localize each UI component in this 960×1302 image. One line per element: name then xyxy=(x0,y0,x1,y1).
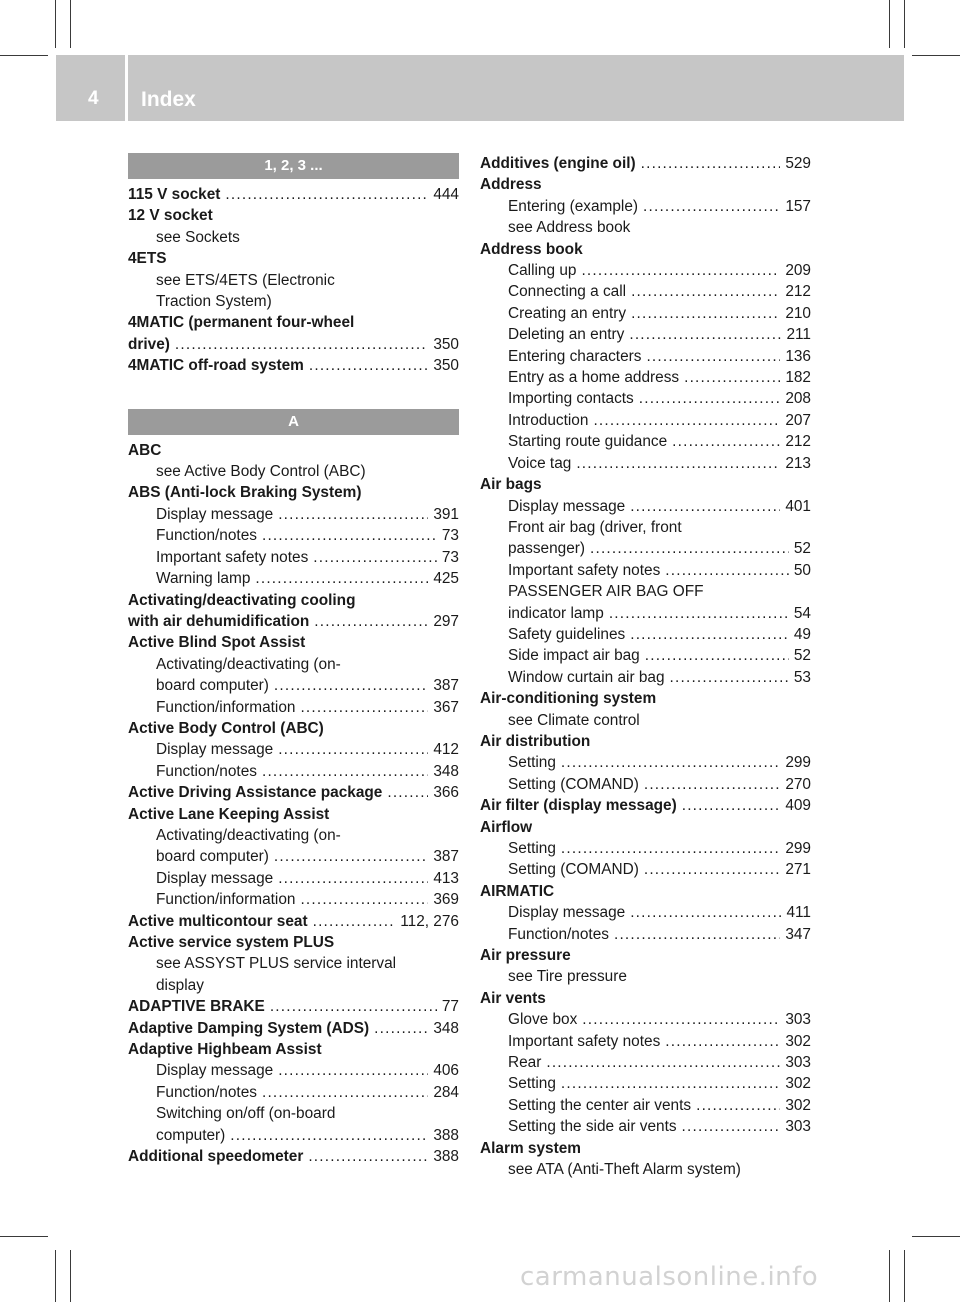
crop-mark-bottom-right-h xyxy=(912,1236,960,1237)
dot-leader xyxy=(262,525,437,546)
index-subentry xyxy=(480,902,811,923)
crop-mark-top-left-h xyxy=(0,55,48,56)
entry-label: board computer) xyxy=(156,848,269,866)
index-subentry xyxy=(480,453,811,474)
entry-label: Function/information xyxy=(156,698,296,716)
page-reference[interactable]: 212 xyxy=(785,283,811,301)
crop-mark-bottom-right-v xyxy=(904,1250,905,1302)
index-subentry xyxy=(480,281,811,302)
index-subentry xyxy=(128,504,459,525)
index-subentry xyxy=(480,667,811,688)
page-reference[interactable]: 412 xyxy=(433,741,459,759)
crop-mark-bottom-left-v2 xyxy=(70,1250,71,1302)
index-entry xyxy=(128,184,459,205)
dot-leader xyxy=(561,752,780,773)
dot-leader xyxy=(274,675,428,696)
index-subentry xyxy=(128,547,459,568)
index-subentry xyxy=(128,675,459,696)
entry-label: Display message xyxy=(156,869,274,887)
entry-label: board computer) xyxy=(156,677,269,695)
index-subentry-text: see Tire pressure xyxy=(508,968,627,986)
index-column-right xyxy=(480,153,811,1181)
index-subentry xyxy=(480,603,811,624)
index-heading: Address book xyxy=(480,240,583,258)
page-reference[interactable]: 350 xyxy=(433,335,459,353)
entry-label: Display message xyxy=(508,904,626,922)
index-subentry xyxy=(480,1052,811,1073)
index-subentry xyxy=(128,697,459,718)
dot-leader xyxy=(313,911,396,932)
page-reference[interactable]: 369 xyxy=(433,891,459,909)
page-reference[interactable]: 366 xyxy=(433,784,459,802)
page-reference[interactable]: 77 xyxy=(441,998,459,1016)
index-entry xyxy=(128,1146,459,1167)
index-subentry-text: Activating/deactivating (on- xyxy=(156,826,341,844)
page-reference[interactable]: 302 xyxy=(785,1032,811,1050)
index-subentry xyxy=(480,410,811,431)
dot-leader xyxy=(300,889,428,910)
page-reference[interactable]: 303 xyxy=(785,1054,811,1072)
page-reference[interactable]: 348 xyxy=(433,762,459,780)
entry-label: Function/information xyxy=(156,891,296,909)
dot-leader xyxy=(561,1073,780,1094)
entry-label: Display message xyxy=(508,497,626,515)
dot-leader xyxy=(614,924,780,945)
dot-leader xyxy=(546,1052,780,1073)
dot-leader xyxy=(300,697,428,718)
entry-label: Rear xyxy=(508,1054,542,1072)
dot-leader xyxy=(374,1018,428,1039)
dot-leader xyxy=(314,611,428,632)
index-subentry-text: see ASSYST PLUS service interval xyxy=(156,955,397,973)
index-heading: Adaptive Highbeam Assist xyxy=(128,1041,322,1059)
entry-label: Setting xyxy=(508,1075,556,1093)
page-title: Index xyxy=(141,88,196,111)
dot-leader xyxy=(644,774,780,795)
page-reference[interactable]: 52 xyxy=(793,540,811,558)
page-reference[interactable]: 208 xyxy=(785,390,811,408)
index-subentry xyxy=(128,761,459,782)
dot-leader xyxy=(175,334,428,355)
index-subentry-text: PASSENGER AIR BAG OFF xyxy=(508,583,704,601)
entry-label: Setting xyxy=(508,840,556,857)
entry-label: Display message xyxy=(156,505,274,523)
entry-label: passenger) xyxy=(508,540,585,558)
index-entry xyxy=(128,1018,459,1039)
dot-leader xyxy=(309,355,428,376)
page-reference[interactable]: 387 xyxy=(433,848,459,866)
page-reference[interactable]: 73 xyxy=(441,527,459,545)
page-reference[interactable]: 303 xyxy=(785,1118,811,1136)
dot-leader xyxy=(639,388,781,409)
index-subentry xyxy=(480,859,811,880)
entry-label: Active Driving Assistance package xyxy=(128,784,383,802)
index-subentry-text: see Climate control xyxy=(508,711,640,729)
index-heading: Air bags xyxy=(480,476,542,494)
dot-leader xyxy=(230,1125,428,1146)
entry-label: Function/notes xyxy=(156,762,257,780)
crop-mark-top-right-h xyxy=(912,55,960,56)
dot-leader xyxy=(278,504,428,525)
dot-leader xyxy=(278,1060,428,1081)
entry-label: indicator lamp xyxy=(508,604,604,622)
crop-mark-bottom-right-v2 xyxy=(889,1250,890,1302)
index-entry xyxy=(128,355,459,376)
entry-label: Display message xyxy=(156,741,274,759)
dot-leader xyxy=(582,1009,780,1030)
index-subentry-text: Traction System) xyxy=(156,293,272,311)
crop-mark-top-left-v2 xyxy=(70,0,71,48)
dot-leader xyxy=(641,153,781,174)
entry-label: with air dehumidification xyxy=(128,612,310,630)
page-reference[interactable]: 213 xyxy=(785,454,811,472)
entry-label: Important safety notes xyxy=(508,1032,661,1050)
index-subentry xyxy=(480,346,811,367)
dot-leader xyxy=(308,1146,428,1167)
index-subentry-text: Activating/deactivating (on- xyxy=(156,655,341,673)
dot-leader xyxy=(665,560,789,581)
page-reference[interactable]: 388 xyxy=(433,1126,459,1144)
page-reference[interactable]: 50 xyxy=(793,561,811,579)
crop-mark-top-left-v xyxy=(55,0,56,48)
index-subentry xyxy=(128,1060,459,1081)
entry-label: Setting the side air vents xyxy=(508,1118,677,1136)
entry-label: Setting the center air vents xyxy=(508,1096,692,1114)
index-subentry-text: see ETS/4ETS (Electronic xyxy=(156,271,335,289)
page-reference[interactable]: 271 xyxy=(785,861,811,879)
entry-label: Entering (example) xyxy=(508,197,639,215)
index-subentry xyxy=(480,367,811,388)
index-heading: Airflow xyxy=(480,818,533,836)
dot-leader xyxy=(278,868,428,889)
dot-leader xyxy=(696,1095,780,1116)
entry-label: Additional speedometer xyxy=(128,1148,304,1166)
entry-label: Voice tag xyxy=(508,454,572,472)
index-subentry xyxy=(480,388,811,409)
index-entry xyxy=(128,782,459,803)
index-subentry xyxy=(480,538,811,559)
entry-label: 115 V socket xyxy=(128,186,221,203)
dot-leader xyxy=(270,996,437,1017)
page-reference[interactable]: 157 xyxy=(785,197,811,215)
index-entry xyxy=(480,795,811,816)
entry-label: Side impact air bag xyxy=(508,647,640,665)
index-subentry xyxy=(480,838,811,859)
entry-label: Important safety notes xyxy=(508,561,661,579)
page-reference[interactable]: 348 xyxy=(433,1019,459,1037)
entry-label: Setting (COMAND) xyxy=(508,775,639,793)
index-entry xyxy=(480,153,811,174)
page-reference[interactable]: 444 xyxy=(433,186,459,203)
dot-leader xyxy=(561,838,780,859)
dot-leader xyxy=(630,624,789,645)
page-reference[interactable]: 411 xyxy=(786,904,811,922)
page-reference[interactable]: 299 xyxy=(785,754,811,772)
dot-leader xyxy=(631,281,780,302)
index-entry xyxy=(128,334,459,355)
page-reference[interactable]: 350 xyxy=(433,357,459,375)
index-heading: ABC xyxy=(128,441,162,459)
entry-label: Starting route guidance xyxy=(508,433,668,451)
entry-label: Additives (engine oil) xyxy=(480,155,636,172)
dot-leader xyxy=(643,196,780,217)
dot-leader xyxy=(274,846,428,867)
page-reference[interactable]: 73 xyxy=(441,548,459,566)
entry-label: Function/notes xyxy=(156,1083,257,1101)
dot-leader xyxy=(684,367,780,388)
index-heading: AIRMATIC xyxy=(480,882,555,900)
page-reference[interactable]: 367 xyxy=(433,698,459,716)
page-reference[interactable]: 212 xyxy=(785,433,811,451)
dot-leader xyxy=(576,453,780,474)
index-subentry xyxy=(128,525,459,546)
index-heading: Air-conditioning system xyxy=(480,690,657,708)
dot-leader xyxy=(609,603,789,624)
index-subentry xyxy=(128,568,459,589)
crop-mark-bottom-left-v xyxy=(55,1250,56,1302)
page-reference[interactable]: 49 xyxy=(793,625,811,643)
entry-label: computer) xyxy=(156,1126,226,1144)
dot-leader xyxy=(665,1031,780,1052)
index-subentry xyxy=(480,303,811,324)
dot-leader xyxy=(630,496,780,517)
index-subentry xyxy=(480,774,811,795)
page-reference[interactable]: 413 xyxy=(433,869,459,887)
dot-leader xyxy=(670,667,789,688)
index-subentry xyxy=(480,496,811,517)
page-number: 4 xyxy=(88,88,99,109)
header-separator xyxy=(125,55,128,121)
page-reference[interactable]: 302 xyxy=(785,1096,811,1114)
entry-label: Display message xyxy=(156,1062,274,1080)
index-subentry xyxy=(128,1125,459,1146)
dot-leader xyxy=(629,324,781,345)
index-subentry xyxy=(480,560,811,581)
page-reference[interactable]: 302 xyxy=(785,1075,811,1093)
entry-label: Creating an entry xyxy=(508,304,627,322)
dot-leader xyxy=(225,184,428,205)
section-header: A xyxy=(128,409,459,435)
index-heading: Active Lane Keeping Assist xyxy=(128,805,330,823)
index-heading: 12 V socket xyxy=(128,207,213,225)
entry-label: Function/notes xyxy=(156,527,257,545)
page-reference[interactable]: 401 xyxy=(785,497,811,515)
index-entry xyxy=(128,996,459,1017)
dot-leader xyxy=(262,1082,428,1103)
page-reference[interactable]: 529 xyxy=(785,155,811,172)
dot-leader xyxy=(682,1116,781,1137)
page-reference[interactable]: 136 xyxy=(785,347,811,365)
page-reference[interactable]: 53 xyxy=(793,668,811,686)
page-reference[interactable]: 303 xyxy=(785,1011,811,1029)
page-reference[interactable]: 209 xyxy=(785,262,811,280)
index-subentry-text: display xyxy=(156,976,204,994)
page-reference[interactable]: 388 xyxy=(433,1148,459,1166)
dot-leader xyxy=(646,346,780,367)
index-subentry-text: Switching on/off (on-board xyxy=(156,1105,336,1123)
entry-label: ADAPTIVE BRAKE xyxy=(128,998,265,1016)
index-subentry-text: see Address book xyxy=(508,219,631,237)
entry-label: Active multicontour seat xyxy=(128,912,308,930)
entry-label: Warning lamp xyxy=(156,570,251,588)
dot-leader xyxy=(590,538,789,559)
dot-leader xyxy=(313,547,437,568)
index-heading: Active service system PLUS xyxy=(128,934,335,951)
dot-leader xyxy=(255,568,428,589)
page-reference[interactable]: 299 xyxy=(785,840,811,857)
dot-leader xyxy=(644,859,780,880)
page-reference[interactable]: 210 xyxy=(785,304,811,322)
index-subentry xyxy=(480,1095,811,1116)
dot-leader xyxy=(262,761,428,782)
entry-label: Connecting a call xyxy=(508,283,627,301)
page-reference[interactable]: 406 xyxy=(433,1062,459,1080)
index-heading: ABS (Anti-lock Braking System) xyxy=(128,484,362,502)
index-subentry xyxy=(480,645,811,666)
entry-label: Calling up xyxy=(508,262,577,280)
index-subentry-text: see ATA (Anti-Theft Alarm system) xyxy=(508,1161,741,1179)
index-heading: Air distribution xyxy=(480,732,591,750)
dot-leader xyxy=(278,739,428,760)
page-reference[interactable]: 284 xyxy=(433,1083,459,1101)
page-reference[interactable]: 297 xyxy=(433,612,459,630)
page-reference[interactable]: 112, 276 xyxy=(400,912,459,930)
index-subentry xyxy=(480,924,811,945)
dot-leader xyxy=(682,795,781,816)
entry-label: Entry as a home address xyxy=(508,369,680,387)
entry-label: Function/notes xyxy=(508,925,609,943)
dot-leader xyxy=(387,782,428,803)
index-subentry xyxy=(480,752,811,773)
entry-label: Glove box xyxy=(508,1011,578,1029)
entry-label: Entering characters xyxy=(508,347,642,365)
index-heading: 4MATIC (permanent four-wheel xyxy=(128,314,355,332)
entry-label: Important safety notes xyxy=(156,548,309,566)
index-heading: Active Blind Spot Assist xyxy=(128,634,306,652)
index-subentry xyxy=(480,1073,811,1094)
page-reference[interactable]: 347 xyxy=(785,925,811,943)
index-column-left xyxy=(128,153,459,1167)
crop-mark-bottom-left-h xyxy=(0,1236,48,1237)
dot-leader xyxy=(630,902,781,923)
index-subentry xyxy=(128,1082,459,1103)
page-reference[interactable]: 409 xyxy=(785,797,811,815)
entry-label: Setting (COMAND) xyxy=(508,861,639,879)
index-subentry xyxy=(128,739,459,760)
entry-label: Importing contacts xyxy=(508,390,634,408)
index-heading: Address xyxy=(480,176,542,194)
index-subentry xyxy=(480,431,811,452)
entry-label: Setting xyxy=(508,754,556,772)
index-subentry xyxy=(480,624,811,645)
index-subentry xyxy=(480,1116,811,1137)
section-gap xyxy=(128,377,459,409)
dot-leader xyxy=(631,303,780,324)
dot-leader xyxy=(593,410,780,431)
index-subentry xyxy=(480,1009,811,1030)
index-heading: Active Body Control (ABC) xyxy=(128,719,324,737)
page-reference[interactable]: 52 xyxy=(793,647,811,665)
page-reference[interactable]: 54 xyxy=(793,604,811,622)
entry-label: Air filter (display message) xyxy=(480,797,677,815)
index-subentry xyxy=(480,196,811,217)
entry-label: 4MATIC off-road system xyxy=(128,357,304,375)
section-header: 1, 2, 3 ... xyxy=(128,153,459,179)
index-subentry xyxy=(128,846,459,867)
index-entry xyxy=(128,611,459,632)
index-subentry xyxy=(480,1031,811,1052)
entry-label: Safety guidelines xyxy=(508,625,626,643)
page-reference[interactable]: 387 xyxy=(433,677,459,695)
index-subentry-text: Front air bag (driver, front xyxy=(508,518,682,536)
page-reference[interactable]: 182 xyxy=(785,369,811,387)
index-heading: Air pressure xyxy=(480,947,571,965)
entry-label: drive) xyxy=(128,335,170,353)
index-heading: Air vents xyxy=(480,989,546,1007)
entry-label: Introduction xyxy=(508,411,589,429)
index-heading: Alarm system xyxy=(480,1139,581,1157)
crop-mark-top-right-v xyxy=(904,0,905,48)
entry-label: Window curtain air bag xyxy=(508,668,665,686)
index-heading: 4ETS xyxy=(128,250,167,268)
page-reference[interactable]: 207 xyxy=(785,411,811,429)
dot-leader xyxy=(672,431,780,452)
page-reference[interactable]: 391 xyxy=(433,505,459,523)
crop-mark-top-right-v2 xyxy=(889,0,890,48)
dot-leader xyxy=(581,260,780,281)
watermark: carmanualsonline.info xyxy=(520,1262,819,1292)
index-subentry xyxy=(480,324,811,345)
index-entry xyxy=(128,911,459,932)
index-subentry xyxy=(128,868,459,889)
index-subentry xyxy=(480,260,811,281)
page-reference[interactable]: 425 xyxy=(433,570,459,588)
entry-label: Deleting an entry xyxy=(508,326,625,344)
dot-leader xyxy=(645,645,789,666)
page-reference[interactable]: 270 xyxy=(785,775,811,793)
index-heading: Activating/deactivating cooling xyxy=(128,591,356,609)
entry-label: Adaptive Damping System (ADS) xyxy=(128,1019,370,1037)
index-subentry-text: see Sockets xyxy=(156,228,240,246)
index-subentry-text: see Active Body Control (ABC) xyxy=(156,463,366,481)
index-subentry xyxy=(128,889,459,910)
page-reference[interactable]: 211 xyxy=(786,326,811,344)
